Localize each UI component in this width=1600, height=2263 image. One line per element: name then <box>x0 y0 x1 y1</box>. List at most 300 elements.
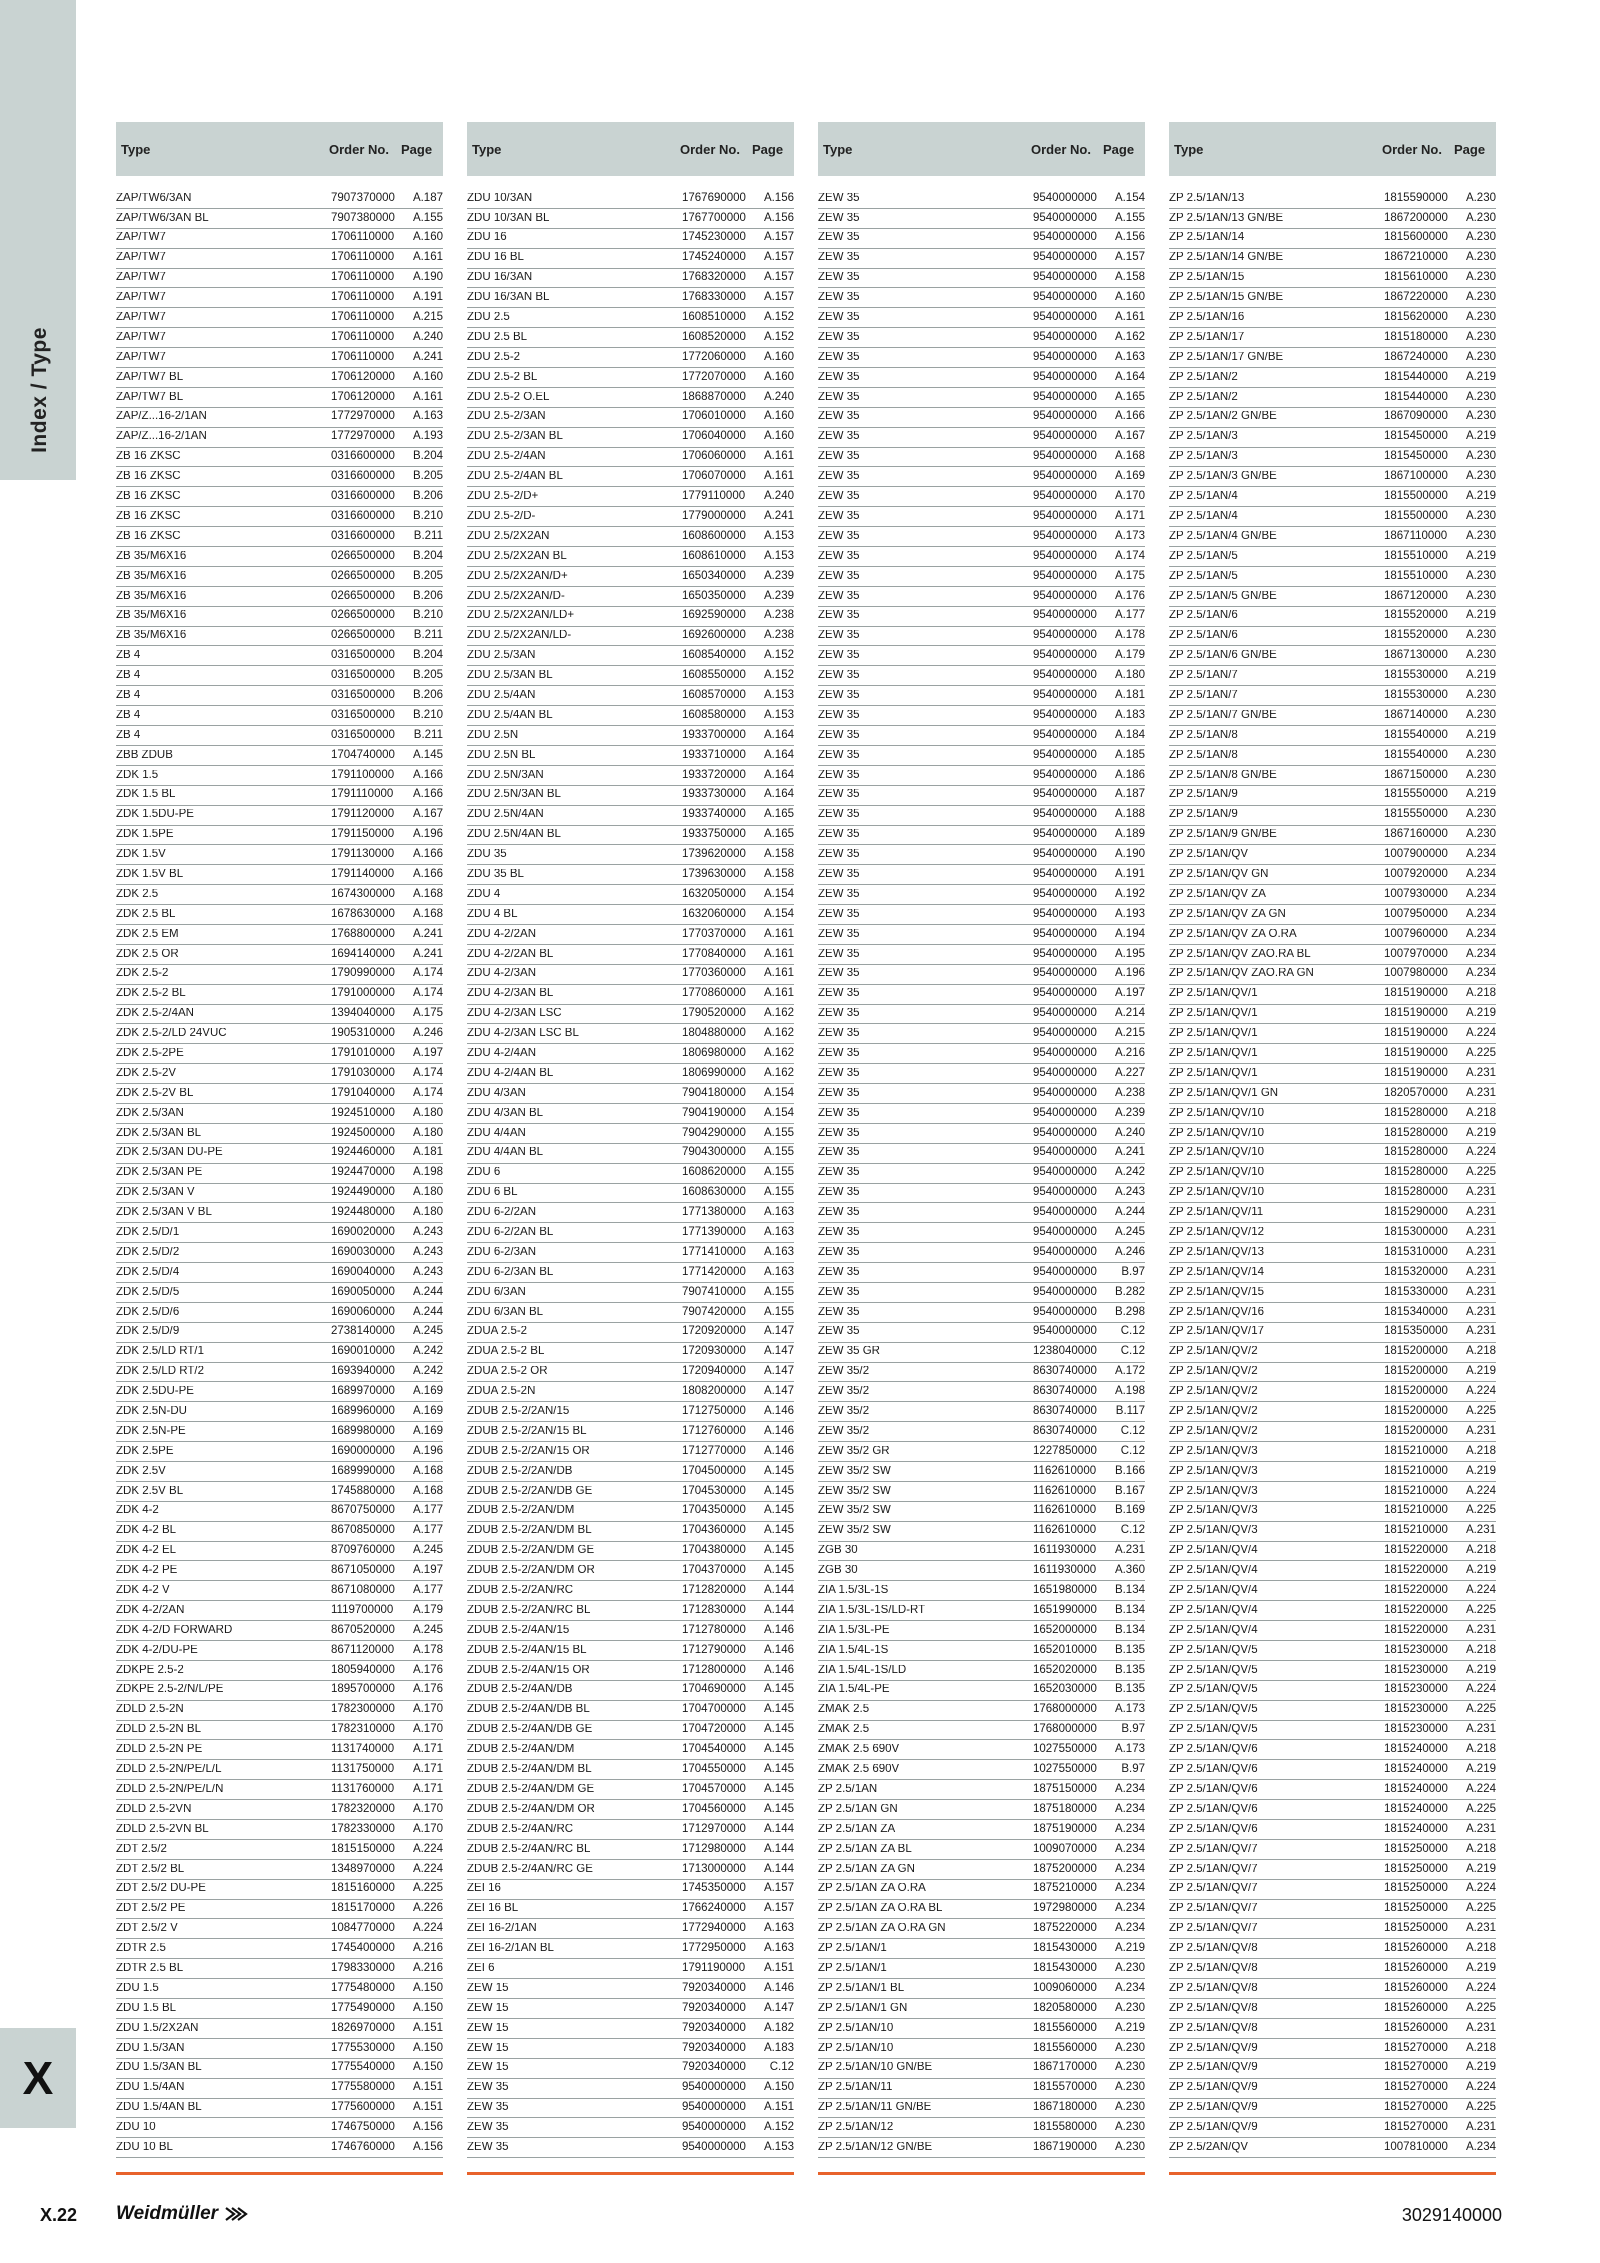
type-cell: ZEW 35 <box>818 471 860 483</box>
type-cell: ZDK 2.5N-DU <box>116 1406 187 1418</box>
order-number-cell: 1770860000 <box>682 987 746 1000</box>
table-row <box>818 328 1145 348</box>
type-cell: ZP 2.5/1AN/11 GN/BE <box>818 2102 932 2114</box>
table-row <box>1169 1900 1496 1920</box>
order-number-cell: 0266500000 <box>331 609 395 622</box>
table-row <box>467 845 794 865</box>
page-ref-cell: A.171 <box>412 1763 443 1776</box>
order-number-cell: 1805940000 <box>331 1663 395 1676</box>
table-row <box>1169 567 1496 587</box>
page-ref-cell: A.230 <box>1465 748 1496 761</box>
table-row <box>818 2039 1145 2059</box>
table-row <box>467 1482 794 1502</box>
page-ref-cell: A.155 <box>1114 211 1145 224</box>
table-row <box>1169 945 1496 965</box>
page-ref-cell: A.238 <box>763 629 794 642</box>
type-cell: ZDU 2.5N BL <box>467 749 536 761</box>
type-cell: ZB 4 <box>116 650 141 662</box>
table-row <box>818 1780 1145 1800</box>
order-number-cell: 1875200000 <box>1033 1862 1097 1875</box>
table-row <box>818 1422 1145 1442</box>
table-row <box>818 1323 1145 1343</box>
page-ref-cell: A.230 <box>1465 450 1496 463</box>
order-number-cell: 9540000000 <box>1033 669 1097 682</box>
type-cell: ZEW 15 <box>467 1982 509 1994</box>
order-number-cell: 1933740000 <box>682 808 746 821</box>
page-ref-cell: A.154 <box>763 1106 794 1119</box>
table-row <box>818 1601 1145 1621</box>
table-row <box>1169 726 1496 746</box>
page-ref-cell: A.163 <box>412 410 443 423</box>
order-number-cell: 1007810000 <box>1384 2140 1448 2153</box>
order-number-cell: 1815300000 <box>1384 1226 1448 1238</box>
page-ref-cell: B.282 <box>1114 1285 1145 1298</box>
order-number-cell: 1608550000 <box>682 669 746 682</box>
order-number-cell: 1815320000 <box>1384 1265 1448 1278</box>
page-ref-cell: A.160 <box>412 370 443 383</box>
order-number-cell: 1007900000 <box>1384 848 1448 861</box>
type-cell: ZDUB 2.5-2/4AN/DB <box>467 1684 573 1696</box>
order-number-cell: 1712780000 <box>682 1623 746 1636</box>
order-number-cell: 9540000000 <box>1033 1066 1097 1079</box>
type-cell: ZEW 35 <box>818 968 860 980</box>
table-row <box>467 786 794 806</box>
order-number-cell: 1815260000 <box>1384 2021 1448 2034</box>
order-number-cell: 9540000000 <box>1033 1206 1097 1219</box>
table-row <box>1169 1382 1496 1402</box>
type-cell: ZP 2.5/1AN/QV/6 <box>1169 1744 1258 1756</box>
type-cell: ZDKPE 2.5-2/N/L/PE <box>116 1684 224 1696</box>
type-cell: ZEW 35 <box>818 928 860 940</box>
table-row <box>818 786 1145 806</box>
page-ref-cell: A.164 <box>1114 370 1145 383</box>
table-row <box>818 1124 1145 1144</box>
page-ref-cell: A.177 <box>412 1584 443 1597</box>
type-cell: ZDUB 2.5-2/2AN/DB <box>467 1465 573 1477</box>
order-number-cell: 9540000000 <box>1033 390 1097 403</box>
type-cell: ZP 2.5/1AN/QV/5 <box>1169 1704 1258 1716</box>
type-cell: ZP 2.5/1AN/QV/9 <box>1169 2122 1258 2134</box>
type-cell: ZDK 1.5PE <box>116 829 174 841</box>
table-row <box>467 1462 794 1482</box>
page-ref-cell: A.234 <box>1465 967 1496 980</box>
table-row <box>467 368 794 388</box>
order-number-cell: 1131740000 <box>331 1743 395 1756</box>
page-ref-cell: A.234 <box>1114 1981 1145 1994</box>
order-number-cell: 1704530000 <box>682 1484 746 1497</box>
type-cell: ZDK 1.5V <box>116 849 166 861</box>
type-cell: ZDK 4-2/D FORWARD <box>116 1624 233 1636</box>
table-row <box>1169 1144 1496 1164</box>
page-ref-cell: A.180 <box>412 1126 443 1139</box>
table-row <box>818 1203 1145 1223</box>
type-cell: ZEW 35 <box>818 1266 860 1278</box>
type-cell: ZDU 2.5/2X2AN/D- <box>467 590 565 602</box>
order-number-cell: 1815160000 <box>331 1882 395 1895</box>
order-number-cell: 9540000000 <box>1033 609 1097 622</box>
type-cell: ZDU 4-2/3AN LSC <box>467 1008 562 1020</box>
type-cell: ZP 2.5/1AN/QV/7 <box>1169 1903 1258 1915</box>
type-cell: ZEW 35 <box>818 391 860 403</box>
order-number-cell: 1651990000 <box>1033 1603 1097 1616</box>
type-cell: ZDU 35 <box>467 849 507 861</box>
page-ref-cell: A.224 <box>412 1862 443 1875</box>
table-row <box>1169 1005 1496 1025</box>
page-ref-cell: A.234 <box>1114 1862 1145 1875</box>
type-cell: ZDUB 2.5-2/2AN/DM BL <box>467 1525 592 1537</box>
order-number-cell: 1815520000 <box>1384 629 1448 642</box>
table-row <box>818 686 1145 706</box>
type-cell: ZEW 35 <box>818 1286 860 1298</box>
table-row <box>116 1681 443 1701</box>
page-ref-cell: A.166 <box>412 788 443 801</box>
order-number-cell: 1652030000 <box>1033 1683 1097 1696</box>
order-number-cell: 9540000000 <box>1033 589 1097 602</box>
page-ref-cell: A.165 <box>763 828 794 841</box>
type-cell: ZEW 35 <box>818 451 860 463</box>
page-ref-cell: B.134 <box>1114 1584 1145 1597</box>
page-ref-cell: A.218 <box>1465 1842 1496 1855</box>
order-number-cell: 9540000000 <box>1033 529 1097 542</box>
page-ref-cell: A.230 <box>1465 589 1496 602</box>
page-ref-cell: A.239 <box>1114 1106 1145 1119</box>
type-cell: ZDUB 2.5-2/4AN/RC GE <box>467 1863 593 1875</box>
type-cell: ZDUB 2.5-2/2AN/DM GE <box>467 1545 595 1557</box>
table-row <box>1169 1561 1496 1581</box>
table-row <box>116 1661 443 1681</box>
page-ref-cell: A.245 <box>412 1544 443 1557</box>
page-ref-cell: B.210 <box>412 708 443 721</box>
table-row <box>818 189 1145 209</box>
order-number-cell: 1867210000 <box>1384 251 1448 264</box>
order-number-cell: 1806980000 <box>682 1046 746 1059</box>
page-ref-cell: A.153 <box>763 549 794 562</box>
order-number-cell: 8630740000 <box>1033 1365 1097 1378</box>
page-ref-cell: A.171 <box>412 1782 443 1795</box>
page-ref-cell: A.218 <box>1465 1544 1496 1557</box>
table-row <box>116 1283 443 1303</box>
table-row <box>467 646 794 666</box>
type-cell: ZEW 35 <box>818 689 860 701</box>
table-row <box>1169 428 1496 448</box>
type-cell: ZEW 35 <box>467 2102 509 2114</box>
page-ref-cell: A.231 <box>1465 1922 1496 1935</box>
table-row <box>818 288 1145 308</box>
order-number-cell: 1815240000 <box>1384 1782 1448 1795</box>
page-ref-cell: A.163 <box>1114 350 1145 363</box>
type-cell: ZDK 2.5/3AN PE <box>116 1167 203 1179</box>
table-row <box>116 1482 443 1502</box>
order-number-cell: 9540000000 <box>1033 688 1097 701</box>
page-ref-cell: A.225 <box>1465 1703 1496 1716</box>
page-ref-cell: B.211 <box>413 728 443 741</box>
table-row <box>818 1860 1145 1880</box>
table-row <box>116 1542 443 1562</box>
order-number-cell: 1775480000 <box>331 1981 395 1994</box>
order-number-cell: 1933730000 <box>682 788 746 801</box>
order-number-cell: 1775530000 <box>331 2041 395 2054</box>
type-cell: ZB 16 ZKSC <box>116 510 181 522</box>
type-cell: ZDU 6 BL <box>467 1187 518 1199</box>
order-number-cell: 1238040000 <box>1033 1345 1097 1358</box>
page-ref-cell: A.146 <box>763 1444 794 1457</box>
type-cell: ZEW 35 <box>818 888 860 900</box>
type-cell: ZP 2.5/1AN/QV/13 <box>1169 1246 1265 1258</box>
order-number-cell: 1706110000 <box>331 251 395 264</box>
page-ref-cell: A.146 <box>763 1643 794 1656</box>
page-ref-cell: B.206 <box>412 688 443 701</box>
page-ref-cell: A.160 <box>763 430 794 443</box>
table-row <box>116 1164 443 1184</box>
page-ref-cell: A.147 <box>763 1345 794 1358</box>
type-cell: ZB 4 <box>116 709 141 721</box>
type-cell: ZDK 4-2/2AN <box>116 1604 185 1616</box>
type-cell: ZDUB 2.5-2/2AN/15 <box>467 1406 570 1418</box>
table-row <box>116 408 443 428</box>
page-ref-cell: B.97 <box>1121 1723 1145 1736</box>
type-cell: ZB 35/M6X16 <box>116 550 187 562</box>
type-cell: ZDK 1.5V BL <box>116 868 184 880</box>
order-number-cell: 9540000000 <box>1033 927 1097 940</box>
table-row <box>818 1343 1145 1363</box>
table-row <box>1169 1919 1496 1939</box>
table-row <box>467 189 794 209</box>
order-number-cell: 1227850000 <box>1033 1444 1097 1457</box>
type-cell: ZDUB 2.5-2/4AN/DM GE <box>467 1783 595 1795</box>
table-row <box>818 806 1145 826</box>
page-ref-cell: A.218 <box>1465 1444 1496 1457</box>
type-cell: ZAP/TW7 <box>116 292 166 304</box>
header-page: Page <box>752 141 784 157</box>
page-ref-cell: A.219 <box>1465 1564 1496 1577</box>
table-row <box>1169 1442 1496 1462</box>
type-cell: ZDU 10 <box>116 2122 156 2134</box>
page-ref-cell: A.219 <box>1465 2061 1496 2074</box>
page-ref-cell: A.157 <box>763 1902 794 1915</box>
table-row <box>1169 1024 1496 1044</box>
type-cell: ZP 2.5/1AN/QV/6 <box>1169 1803 1258 1815</box>
page-ref-cell: A.218 <box>1465 1106 1496 1119</box>
order-number-cell: 1815220000 <box>1384 1564 1448 1577</box>
page-ref-cell: A.234 <box>1114 1922 1145 1935</box>
page-ref-cell: A.215 <box>1114 1027 1145 1040</box>
table-row <box>1169 1363 1496 1383</box>
type-cell: ZP 2.5/1AN/17 GN/BE <box>1169 351 1284 363</box>
type-cell: ZEW 35 <box>818 1127 860 1139</box>
table-row <box>467 1860 794 1880</box>
table-row <box>818 726 1145 746</box>
type-cell: ZDU 2.5-2/3AN BL <box>467 431 563 443</box>
type-cell: ZIA 1.5/3L-PE <box>818 1624 890 1636</box>
page-ref-cell: A.231 <box>1465 1206 1496 1219</box>
type-cell: ZGB 30 <box>818 1545 858 1557</box>
type-cell: ZEW 35 <box>818 610 860 622</box>
order-number-cell: 1933720000 <box>682 768 746 781</box>
type-cell: ZP 2.5/1AN/QV/8 <box>1169 2002 1258 2014</box>
table-row <box>467 1780 794 1800</box>
order-number-cell: 1820570000 <box>1384 1086 1448 1099</box>
type-cell: ZEW 35/2 SW <box>818 1465 891 1477</box>
order-number-cell: 1867150000 <box>1384 768 1448 781</box>
order-number-cell: 1608540000 <box>682 649 746 662</box>
order-number-cell: 1815220000 <box>1384 1603 1448 1616</box>
table-row <box>467 1104 794 1124</box>
page-ref-cell: A.244 <box>1114 1206 1145 1219</box>
table-row <box>1169 189 1496 209</box>
table-row <box>467 1164 794 1184</box>
type-cell: ZDU 4/4AN <box>467 1127 526 1139</box>
order-number-cell: 1706070000 <box>682 470 746 483</box>
table-row <box>116 1064 443 1084</box>
type-cell: ZEW 15 <box>467 2022 509 2034</box>
order-number-cell: 1690040000 <box>331 1265 395 1278</box>
type-cell: ZEW 15 <box>467 2062 509 2074</box>
table-row <box>116 2079 443 2099</box>
order-number-cell: 1933700000 <box>682 728 746 741</box>
type-cell: ZDU 16/3AN <box>467 272 533 284</box>
page-ref-cell: A.155 <box>763 1126 794 1139</box>
order-number-cell: 1704380000 <box>682 1544 746 1557</box>
type-cell: ZDU 10/3AN BL <box>467 212 550 224</box>
page-ref-cell: A.240 <box>1114 1126 1145 1139</box>
order-number-cell: 1162610000 <box>1033 1504 1097 1517</box>
table-row <box>467 249 794 269</box>
type-cell: ZEW 35 <box>818 331 860 343</box>
page-ref-cell: B.135 <box>1114 1663 1145 1676</box>
page-ref-cell: A.152 <box>763 649 794 662</box>
order-number-cell: 9540000000 <box>682 2140 746 2153</box>
order-number-cell: 1815330000 <box>1384 1285 1448 1298</box>
table-row <box>1169 1462 1496 1482</box>
type-cell: ZDUA 2.5-2 <box>467 1326 528 1338</box>
order-number-cell: 9540000000 <box>1033 887 1097 900</box>
page-ref-cell: A.231 <box>1465 1186 1496 1199</box>
order-number-cell: 1650340000 <box>682 569 746 582</box>
table-row <box>818 567 1145 587</box>
page-ref-cell: A.169 <box>1114 470 1145 483</box>
order-number-cell: 1706110000 <box>331 330 395 343</box>
order-number-cell: 1815280000 <box>1384 1166 1448 1179</box>
page-ref-cell: A.161 <box>763 987 794 1000</box>
type-cell: ZP 2.5/1AN/QV/14 <box>1169 1266 1265 1278</box>
page-ref-cell: A.150 <box>412 1981 443 1994</box>
page-ref-cell: A.169 <box>412 1385 443 1398</box>
table-row <box>116 567 443 587</box>
page-ref-cell: A.231 <box>1465 1285 1496 1298</box>
table-row <box>116 1024 443 1044</box>
page-ref-cell: A.161 <box>763 947 794 960</box>
order-number-cell: 1689970000 <box>331 1385 395 1398</box>
order-number-cell: 9540000000 <box>1033 231 1097 244</box>
page-ref-cell: A.230 <box>1114 2121 1145 2134</box>
type-cell: ZP 2.5/1AN/QV/5 <box>1169 1644 1258 1656</box>
type-cell: ZDU 2.5-2 BL <box>467 371 538 383</box>
table-row <box>467 1581 794 1601</box>
table-row <box>467 1542 794 1562</box>
order-number-cell: 1632060000 <box>682 907 746 920</box>
type-cell: ZDK 2.5-2V <box>116 1067 177 1079</box>
table-row <box>818 1880 1145 1900</box>
table-row <box>116 428 443 448</box>
table-row <box>1169 766 1496 786</box>
order-number-cell: 0266500000 <box>331 569 395 582</box>
page-ref-cell: A.167 <box>412 808 443 821</box>
type-cell: ZAP/TW7 <box>116 331 166 343</box>
order-number-cell: 1815190000 <box>1384 987 1448 1000</box>
table-row <box>1169 1184 1496 1204</box>
page-ref-cell: A.164 <box>763 728 794 741</box>
table-row <box>116 1701 443 1721</box>
type-cell: ZDUB 2.5-2/4AN/DB GE <box>467 1724 593 1736</box>
table-row <box>1169 1601 1496 1621</box>
order-number-cell: 7907380000 <box>331 211 395 224</box>
type-cell: ZEW 35 <box>818 789 860 801</box>
page-ref-cell: A.151 <box>763 2101 794 2114</box>
type-cell: ZDK 2.5 BL <box>116 908 176 920</box>
order-number-cell: 1745240000 <box>682 251 746 264</box>
order-number-cell: 1712760000 <box>682 1424 746 1437</box>
type-cell: ZP 2.5/1AN/4 <box>1169 510 1238 522</box>
order-number-cell: 1791100000 <box>331 768 395 781</box>
order-number-cell: 1867140000 <box>1384 708 1448 721</box>
page-ref-cell: A.230 <box>1465 350 1496 363</box>
type-cell: ZP 2.5/1AN/7 <box>1169 670 1238 682</box>
type-cell: ZDK 2.5 OR <box>116 948 179 960</box>
order-number-cell: 1712750000 <box>682 1405 746 1418</box>
page-ref-cell: A.219 <box>1465 1365 1496 1378</box>
page-ref-cell: A.160 <box>763 350 794 363</box>
order-number-cell: 9540000000 <box>1033 907 1097 920</box>
page-ref-cell: A.196 <box>412 828 443 841</box>
page-ref-cell: A.242 <box>412 1345 443 1358</box>
table-row <box>116 1243 443 1263</box>
order-number-cell: 1768000000 <box>1033 1703 1097 1716</box>
type-cell: ZP 2.5/1AN/QV/2 <box>1169 1366 1258 1378</box>
page-ref-cell: A.163 <box>763 1206 794 1219</box>
page-ref-cell: A.176 <box>412 1683 443 1696</box>
type-cell: ZDU 2.5-2/4AN <box>467 451 546 463</box>
order-number-cell: 1815180000 <box>1384 330 1448 343</box>
page-ref-cell: A.153 <box>763 529 794 542</box>
table-row <box>116 746 443 766</box>
table-row <box>467 2079 794 2099</box>
type-cell: ZB 4 <box>116 689 141 701</box>
type-cell: ZDK 4-2 <box>116 1505 159 1517</box>
table-row <box>818 1661 1145 1681</box>
table-row <box>818 1979 1145 1999</box>
page-ref-cell: A.225 <box>1465 1046 1496 1059</box>
column-end-rule <box>467 2172 794 2175</box>
order-number-cell: 8671050000 <box>331 1564 395 1577</box>
order-number-cell: 1131750000 <box>331 1763 395 1776</box>
order-number-cell: 1009070000 <box>1033 1842 1097 1855</box>
order-number-cell: 1815240000 <box>1384 1743 1448 1756</box>
table-row <box>467 1740 794 1760</box>
type-cell: ZP 2.5/1AN/QV/10 <box>1169 1127 1265 1139</box>
table-row <box>1169 587 1496 607</box>
type-cell: ZDU 1.5/3AN <box>116 2042 185 2054</box>
page-ref-cell: A.156 <box>763 211 794 224</box>
order-number-cell: 1867120000 <box>1384 589 1448 602</box>
page-ref-cell: A.190 <box>1114 848 1145 861</box>
index-column-2 <box>467 122 794 2175</box>
page-ref-cell: A.170 <box>412 1822 443 1835</box>
page-ref-cell: A.239 <box>763 589 794 602</box>
table-row <box>1169 2019 1496 2039</box>
page-ref-cell: B.204 <box>412 450 443 463</box>
order-number-cell: 9540000000 <box>1033 1106 1097 1119</box>
index-rows <box>467 189 794 2158</box>
